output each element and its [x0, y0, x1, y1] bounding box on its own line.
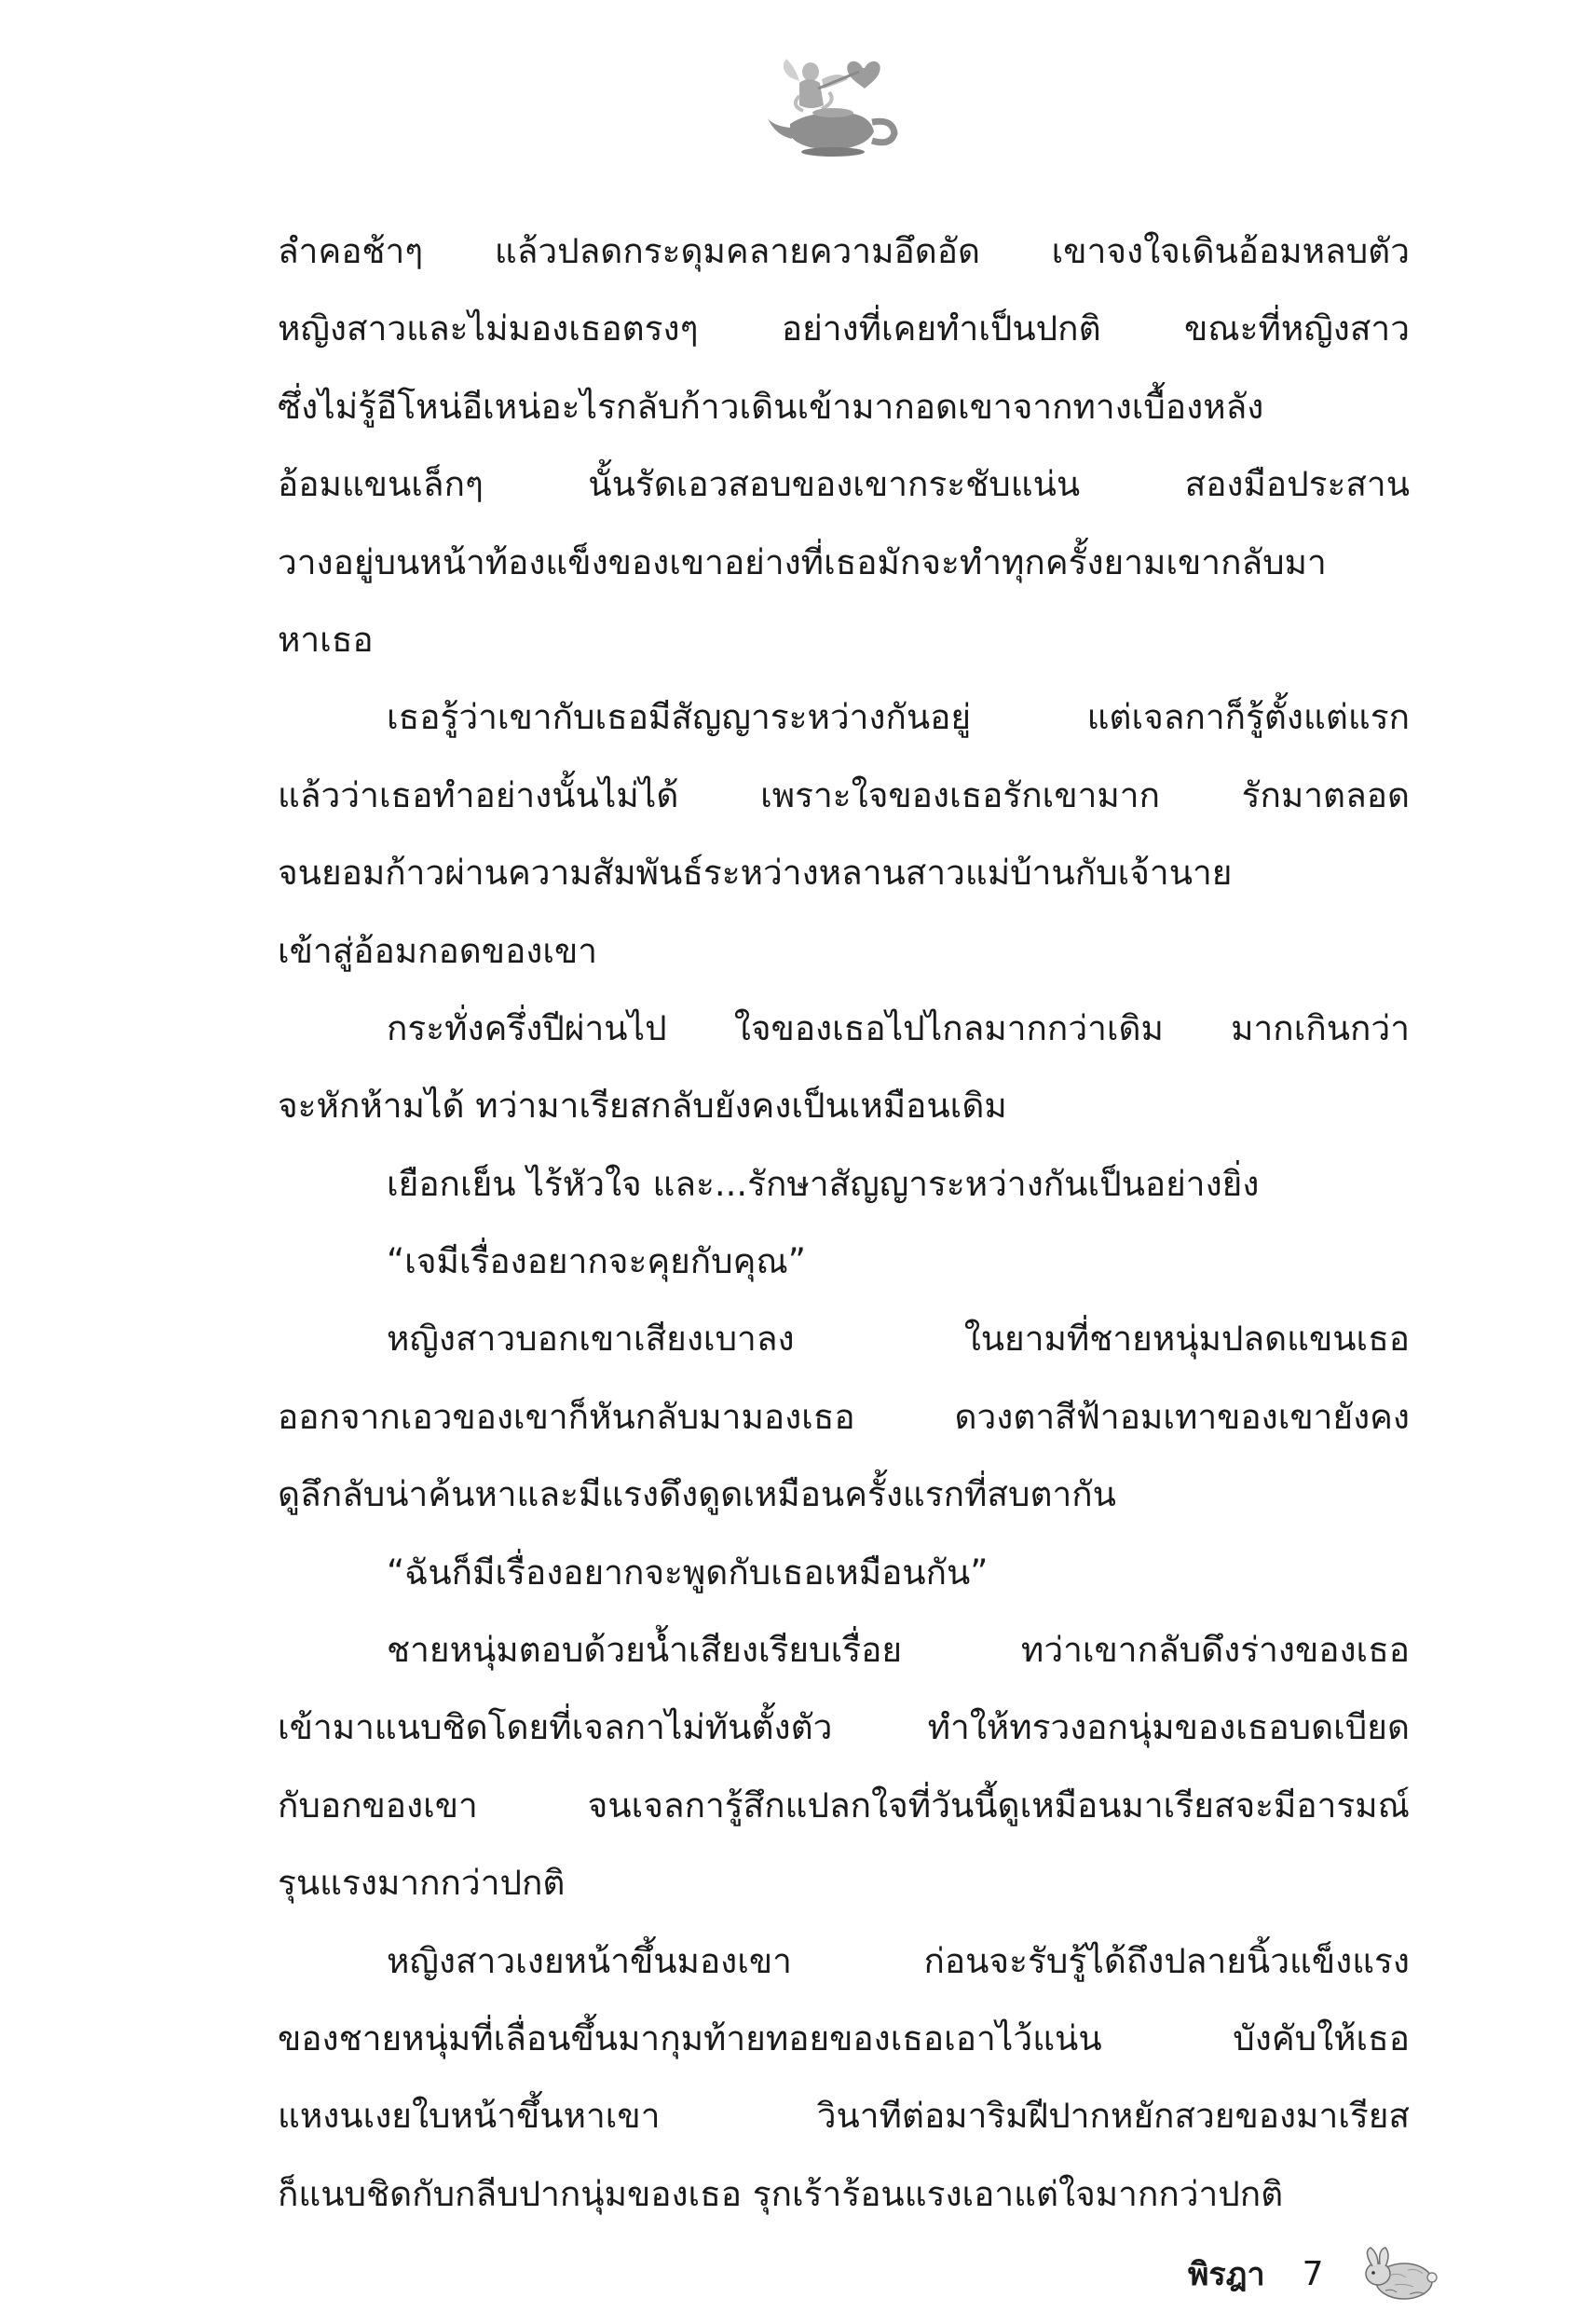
- text-line: กระทั่งครึ่งปีผ่านไป ใจของเธอไปไกลมากกว่าเดิม มากเกินกว่า: [387, 1007, 1410, 1048]
- text-line: จนยอมก้าวผ่านความสัมพันธ์ระหว่างหลานสาวแม่บ้านกับเจ้านาย: [278, 853, 1233, 894]
- text-line: หญิงสาวเงยหน้าขึ้นมองเขา ก่อนจะรับรู้ได้ถึงปลายนิ้วแข็งแรง: [387, 1940, 1410, 1981]
- chapter-body-text: [278, 212, 1410, 2233]
- book-title: พิรฎา: [1188, 2256, 1265, 2293]
- text-line: จะหักห้ามได้ ทว่ามาเรียสกลับยังคงเป็นเหมือนเดิม: [278, 1086, 1007, 1127]
- rabbit-icon: [1357, 2244, 1441, 2304]
- text-line: ซึ่งไม่รู้อีโหน่อีเหน่อะไรกลับก้าวเดินเข้ามากอดเขาจากทางเบื้องหลัง: [278, 386, 1264, 427]
- text-line: “ฉันก็มีเรื่องอยากจะพูดกับเธอเหมือนกัน”: [387, 1552, 989, 1593]
- text-line: ก็แนบชิดกับกลีบปากนุ่มของเธอ รุกเร้าร้อนแรงเอาแต่ใจมากกว่าปกติ: [278, 2173, 1284, 2214]
- cupid-teapot-icon: [762, 51, 911, 163]
- text-line: เข้าสู่อ้อมกอดของเขา: [278, 930, 598, 971]
- text-line: ลำคอช้าๆ แล้วปลดกระดุมคลายความอึดอัด เขาจงใจเดินอ้อมหลบตัว: [278, 231, 1410, 271]
- text-line: อ้อมแขนเล็กๆ นั้นรัดเอวสอบของเขากระชับแน่น สองมือประสาน: [278, 464, 1410, 505]
- page-number: 7: [1302, 2254, 1324, 2293]
- text-line: หญิงสาวและไม่มองเธอตรงๆ อย่างที่เคยทำเป็นปกติ ขณะที่หญิงสาว: [278, 308, 1410, 349]
- text-line: หาเธอ: [278, 619, 374, 660]
- text-line: “เจมีเรื่องอยากจะคุยกับคุณ”: [387, 1241, 806, 1282]
- text-line: เข้ามาแนบชิดโดยที่เจลกาไม่ทันตั้งตัว ทำให้ทรวงอกนุ่มของเธอบดเบียด: [278, 1707, 1410, 1748]
- text-line: แหงนเงยใบหน้าขึ้นหาเขา วินาทีต่อมาริมฝีปากหยักสวยของมาเรียส: [278, 2096, 1410, 2137]
- text-line: รุนแรงมากกว่าปกติ: [278, 1863, 566, 1904]
- text-line: ออกจากเอวของเขาก็หันกลับมามองเธอ ดวงตาสีฟ้าอมเทาของเขายังคง: [278, 1396, 1410, 1437]
- page-footer: [1188, 2236, 1441, 2311]
- text-line: กับอกของเขา จนเจลการู้สึกแปลกใจที่วันนี้ดูเหมือนมาเรียสจะมีอารมณ์: [278, 1785, 1410, 1826]
- text-line: แล้วว่าเธอทำอย่างนั้นไม่ได้ เพราะใจของเธอรักเขามาก รักมาตลอด: [278, 774, 1410, 815]
- text-line: ชายหนุ่มตอบด้วยน้ำเสียงเรียบเรื่อย ทว่าเขากลับดึงร่างของเธอ: [387, 1630, 1410, 1671]
- text-line: ดูลึกลับน่าค้นหาและมีแรงดึงดูดเหมือนครั้งแรกที่สบตากัน: [278, 1474, 1116, 1515]
- text-line: ของชายหนุ่มที่เลื่อนขึ้นมากุมท้ายทอยของเธอเอาไว้แน่น บังคับให้เธอ: [278, 2017, 1410, 2058]
- text-line: เยือกเย็น ไร้หัวใจ และ...รักษาสัญญาระหว่างกันเป็นอย่างยิ่ง: [387, 1163, 1260, 1204]
- text-line: เธอรู้ว่าเขากับเธอมีสัญญาระหว่างกันอยู่ แต่เจลกาก็รู้ตั้งแต่แรก: [387, 697, 1410, 738]
- text-line: วางอยู่บนหน้าท้องแข็งของเขาอย่างที่เธอมักจะทำทุกครั้งยามเขากลับมา: [278, 541, 1327, 582]
- text-line: หญิงสาวบอกเขาเสียงเบาลง ในยามที่ชายหนุ่มปลดแขนเธอ: [387, 1319, 1410, 1360]
